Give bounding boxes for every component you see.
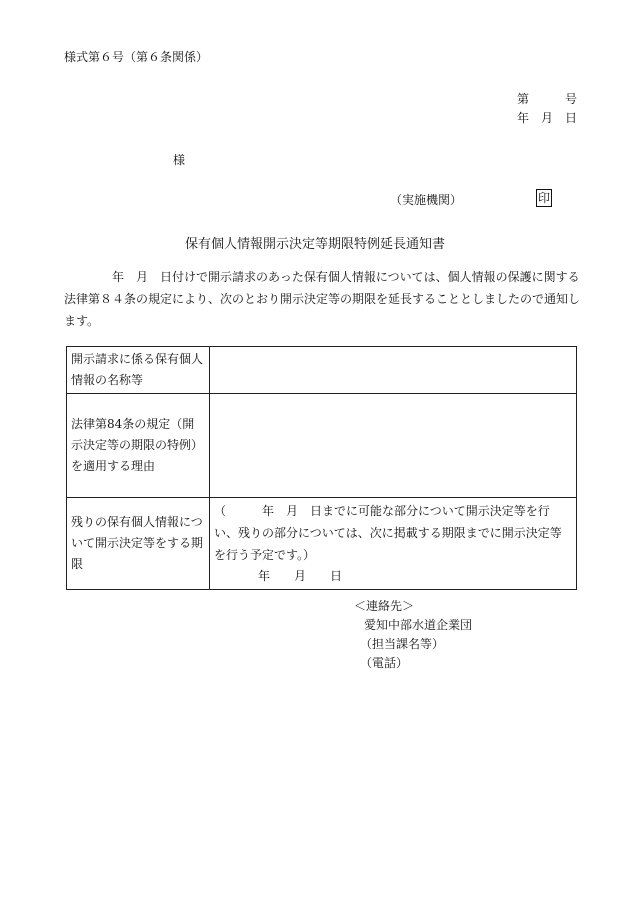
table-row	[67, 347, 577, 394]
document-date: 年 月 日	[517, 111, 578, 125]
contact-block	[354, 597, 472, 673]
row-value-reason	[210, 394, 577, 498]
contact-department: （担当課名等）	[360, 637, 445, 651]
body-paragraph	[64, 266, 584, 332]
form-number: 様式第６号（第６条関係）	[64, 50, 209, 64]
body-line-3: ます。	[64, 314, 100, 328]
document-number: 第 号	[517, 92, 578, 106]
addressee-suffix: 様	[173, 153, 186, 167]
row-label-deadline: 残りの保有個人情報について開示決定等をする期限	[67, 498, 210, 590]
row-label-info-name: 開示請求に係る保有個人情報の名称等	[67, 347, 210, 394]
body-line-2: 法律第８４条の規定により、次のとおり開示決定等の期限を延長することとしましたので通知し	[64, 292, 581, 306]
row-label-reason: 法律第84条の規定（開示決定等の期限の特例）を適用する理由	[67, 394, 210, 498]
document-title: 保有個人情報開示決定等期限特例延長通知書	[184, 237, 445, 252]
issuer-label: （実施機関）	[390, 193, 463, 207]
row-value-info-name	[210, 347, 577, 394]
contact-heading: ＜連絡先＞	[354, 599, 415, 613]
contact-organization: 愛知中部水道企業団	[364, 618, 473, 632]
table-row	[67, 498, 577, 590]
deadline-note: （ 年 月 日までに可能な部分について開示決定等を行い、残りの部分については、次に掲載する期限までに開示決定等を行う予定です。）	[214, 504, 562, 562]
table-row	[67, 394, 577, 498]
row-value-deadline	[210, 498, 577, 590]
deadline-date: 年 月 日	[258, 569, 343, 583]
body-line-1: 年 月 日付けで開示請求のあった保有個人情報については、個人情報の保護に関する	[112, 270, 580, 284]
seal-mark: 印	[538, 191, 551, 205]
contact-phone: （電話）	[360, 656, 409, 670]
detail-table	[66, 346, 577, 590]
